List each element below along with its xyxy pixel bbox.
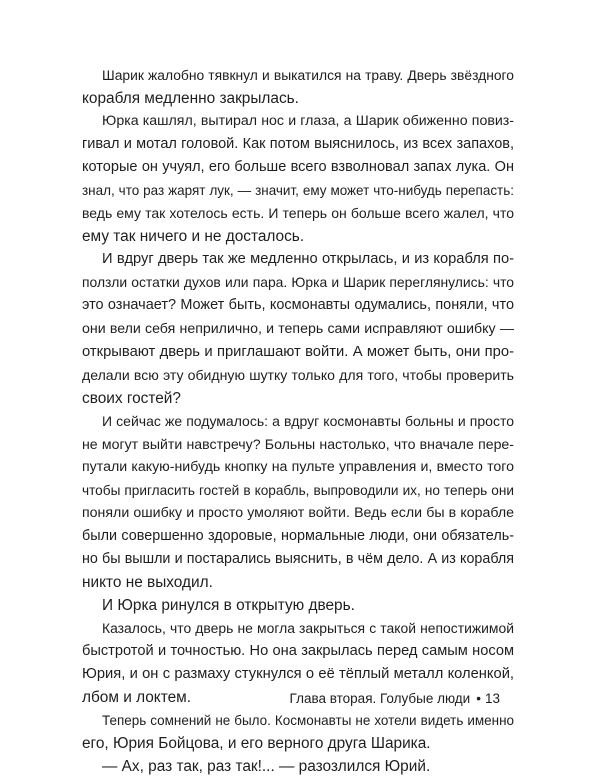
text-line: путали какую-нибудь кнопку на пульте управления и, вместо того xyxy=(82,458,514,475)
text-line: не могут выйти навстречу? Больны настолько, что вначале пере- xyxy=(82,435,514,452)
text-line: это означает? Может быть, космонавты одумались, поняли, что xyxy=(82,297,514,314)
text-line: ползли остатки духов или пара. Юрка и Шарик переглянулись: что xyxy=(82,274,514,291)
text-line: делали всю эту обидную шутку только для того, чтобы проверить xyxy=(82,366,514,383)
page-number: 13 xyxy=(484,691,500,706)
text-line: поняли ошибку и просто умоляют войти. Ведь если бы в корабле xyxy=(82,504,514,521)
text-line: открывают дверь и приглашают войти. А может быть, они про- xyxy=(82,343,514,360)
text-line: лбом и локтем. xyxy=(82,689,191,707)
paragraph xyxy=(82,594,514,617)
running-footer xyxy=(290,689,500,709)
text-line: гивал и мотал головой. Как потом выяснилось, из всех запахов, xyxy=(82,136,514,153)
text-line: знал, что раз жарят лук, — значит, ему может что-нибудь перепасть: xyxy=(82,183,514,199)
paragraph xyxy=(82,64,514,110)
text-line: никто не выходил. xyxy=(82,574,213,592)
paragraph xyxy=(82,709,514,755)
paragraph xyxy=(82,248,514,409)
text-line: И сейчас же подумалось: а вдруг космонавты больны и просто xyxy=(102,412,514,429)
text-line: Казалось, что дверь не могла закрыться с такой непостижимой xyxy=(102,620,514,637)
text-line: которые он учуял, его больше всего взволновал запах лука. Он xyxy=(82,159,514,176)
text-line: — Ах, раз так, раз так!... — разозлился Юрий. xyxy=(102,758,431,776)
paragraph xyxy=(82,110,514,248)
paragraph xyxy=(82,410,514,594)
text-line: ведь ему так хотелось есть. И теперь он больше всего жалел, что xyxy=(82,205,514,222)
text-line: были совершенно здоровые, нормальные люди, они обязатель- xyxy=(82,527,514,544)
text-line: чтобы пригласить гостей в корабль, выпроводили их, но теперь они xyxy=(82,482,514,498)
text-line: они вели себя неприлично, и теперь сами исправляют ошибку — xyxy=(82,320,514,337)
text-line: своих гостей? xyxy=(82,389,181,407)
text-line: И Юрка ринулся в открытую дверь. xyxy=(102,597,355,615)
text-line: И вдруг дверь так же медленно открылась, и из корабля по- xyxy=(102,251,514,268)
text-line: Шарик жалобно тявкнул и выкатился на траву. Дверь звёздного xyxy=(102,67,514,83)
chapter-title: Глава вторая. Голубые люди xyxy=(289,691,471,706)
text-line: Юрия, и он с размаху стукнулся о её тёплый металл коленкой, xyxy=(82,666,514,683)
text-line: быстротой и точностью. Но она закрылась перед самым носом xyxy=(82,643,514,660)
paragraph xyxy=(82,755,514,778)
text-line: но бы вышли и постарались выяснить, в чём дело. А из корабля xyxy=(82,550,514,567)
text-line: Теперь сомнений не было. Космонавты не хотели видеть именно xyxy=(102,713,514,729)
text-line: его, Юрия Бойцова, и его верного друга Шарика. xyxy=(82,735,431,753)
text-line: ему так ничего и не досталось. xyxy=(82,228,305,246)
footer-bullet: • xyxy=(476,691,481,706)
text-line: корабля медленно закрылась. xyxy=(82,90,299,108)
text-line: Юрка кашлял, вытирал нос и глаза, а Шарик обиженно повиз- xyxy=(102,113,514,130)
body-text xyxy=(82,64,514,778)
